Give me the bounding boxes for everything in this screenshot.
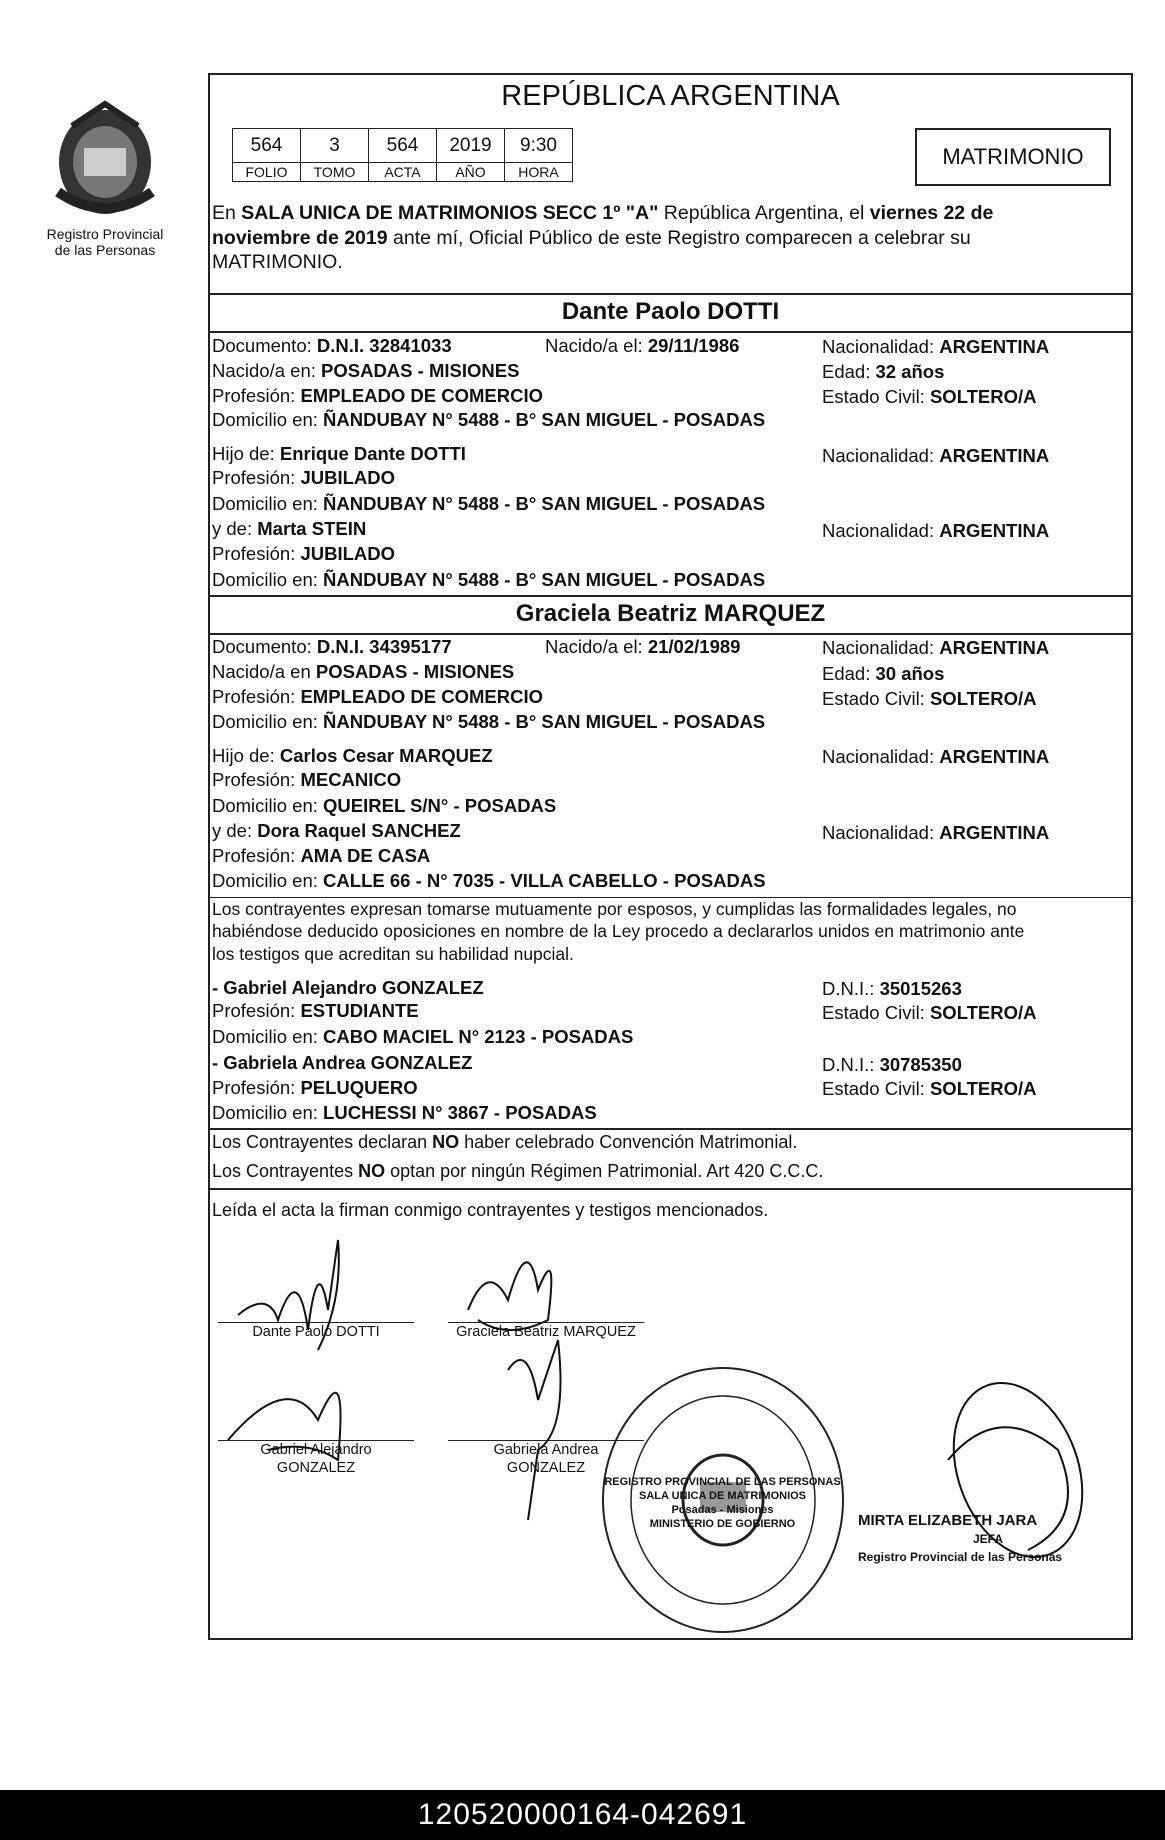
official-signature-block (858, 1512, 1083, 1566)
bride-mother-address: Domicilio en: CALLE 66 - N° 7035 - VILLA CABELLO - POSADAS (212, 870, 766, 891)
bride-mother-nationality: Nacionalidad: ARGENTINA (822, 822, 1050, 843)
folio-label: FOLIO (233, 163, 301, 182)
groom-mother-profession: Profesión: JUBILADO (212, 543, 395, 564)
groom-address: Domicilio en: ÑANDUBAY N° 5488 - B° SAN MIGUEL - POSADAS (212, 409, 766, 430)
witness2-address: Domicilio en: LUCHESSI N° 3867 - POSADAS (212, 1102, 597, 1123)
folio-value: 564 (233, 129, 301, 163)
reading-statement: Leída el acta la firman conmigo contrayentes y testigos mencionados. (212, 1200, 769, 1220)
witness2-civil-status: Estado Civil: SOLTERO/A (822, 1078, 1037, 1099)
hora-label: HORA (505, 163, 573, 182)
witness1-profession: Profesión: ESTUDIANTE (212, 1000, 419, 1021)
groom-birthplace: Nacido/a en: POSADAS - MISIONES (212, 360, 520, 381)
bride-civil-status: Estado Civil: SOLTERO/A (822, 688, 1037, 709)
country-title: REPÚBLICA ARGENTINA (501, 80, 840, 112)
doc-type-box (915, 128, 1111, 186)
bride-address: Domicilio en: ÑANDUBAY N° 5488 - B° SAN MIGUEL - POSADAS (212, 711, 766, 732)
bride-born-date: Nacido/a el: 21/02/1989 (545, 636, 741, 657)
groom-mother: y de: Marta STEIN (212, 518, 367, 539)
acta-value: 564 (369, 129, 437, 163)
groom-name: Dante Paolo DOTTI (561, 298, 780, 325)
groom-age: Edad: 32 años (822, 361, 945, 382)
groom-document: Documento: D.N.I. 32841033 (212, 335, 452, 356)
bride-profession: Profesión: EMPLEADO DE COMERCIO (212, 686, 544, 707)
groom-mother-address: Domicilio en: ÑANDUBAY N° 5488 - B° SAN MIGUEL - POSADAS (212, 569, 766, 590)
tomo-label: TOMO (301, 163, 369, 182)
bride-father-nationality: Nacionalidad: ARGENTINA (822, 746, 1050, 767)
bride-mother-profession: Profesión: AMA DE CASA (212, 845, 431, 866)
bride-age: Edad: 30 años (822, 663, 945, 684)
agreement-convention: Los Contrayentes declaran NO haber celebrado Convención Matrimonial. (212, 1132, 798, 1152)
witness1-address: Domicilio en: CABO MACIEL N° 2123 - POSADAS (212, 1026, 634, 1047)
province-seal-icon (44, 96, 166, 224)
witness2-profession: Profesión: PELUQUERO (212, 1077, 418, 1098)
bride-birthplace: Nacido/a en POSADAS - MISIONES (212, 661, 515, 682)
bride-father-profession: Profesión: MECANICO (212, 769, 402, 790)
witness2-name: - Gabriela Andrea GONZALEZ (212, 1052, 473, 1073)
bride-nationality: Nacionalidad: ARGENTINA (822, 637, 1050, 658)
signature-groom-label: Dante Paolo DOTTI (252, 1324, 380, 1340)
intro-line2: noviembre de 2019 ante mí, Oficial Público de este Registro comparecen a celebrar su (212, 227, 971, 249)
registry-table (232, 128, 573, 182)
groom-father: Hijo de: Enrique Dante DOTTI (212, 443, 466, 464)
document-code: 120520000164-042691 (0, 1790, 1165, 1840)
declaration-line2: habiéndose deducido oposiciones en nombre de la Ley procedo a declararlos unidos en matrimonio ante (212, 921, 1025, 941)
signature-bride-label: Graciela Beatriz MARQUEZ (456, 1324, 636, 1340)
signature-witness1-label: Gabriel Alejandro GONZALEZ (260, 1442, 372, 1476)
bride-father-address: Domicilio en: QUEIREL S/N° - POSADAS (212, 795, 557, 816)
groom-born-date: Nacido/a el: 29/11/1986 (545, 335, 740, 356)
logo-caption-line1: Registro Provincial (46, 226, 164, 242)
witness1-dni: D.N.I.: 35015263 (822, 978, 962, 999)
acta-label: ACTA (369, 163, 437, 182)
intro-line1: En SALA UNICA DE MATRIMONIOS SECC 1º "A" República Argentina, el viernes 22 de (212, 202, 994, 224)
agreement-regime: Los Contrayentes NO optan por ningún Régimen Patrimonial. Art 420 C.C.C. (212, 1161, 824, 1181)
groom-father-address: Domicilio en: ÑANDUBAY N° 5488 - B° SAN MIGUEL - POSADAS (212, 493, 766, 514)
bride-document: Documento: D.N.I. 34395177 (212, 636, 452, 657)
intro-line3: MATRIMONIO. (212, 251, 343, 273)
tomo-value: 3 (301, 129, 369, 163)
official-role: JEFA (973, 1532, 1004, 1546)
anio-value: 2019 (437, 129, 505, 163)
groom-father-profession: Profesión: JUBILADO (212, 467, 395, 488)
bride-mother: y de: Dora Raquel SANCHEZ (212, 820, 461, 841)
groom-profession: Profesión: EMPLEADO DE COMERCIO (212, 385, 544, 406)
signatures-area (208, 1220, 1133, 1640)
signature-witness2-label: Gabriela Andrea GONZALEZ (493, 1442, 599, 1476)
doc-type: MATRIMONIO (942, 144, 1084, 169)
witness1-civil-status: Estado Civil: SOLTERO/A (822, 1002, 1037, 1023)
groom-nationality: Nacionalidad: ARGENTINA (822, 336, 1050, 357)
logo-caption-line2: de las Personas (54, 242, 156, 258)
stamp-text: REGISTRO PROVINCIAL DE LAS PERSONAS SALA UNICA DE MATRIMONIOS Posadas - Misiones MINISTERIO DE GOBIERNO (604, 1476, 841, 1530)
groom-father-nationality: Nacionalidad: ARGENTINA (822, 445, 1050, 466)
bride-father: Hijo de: Carlos Cesar MARQUEZ (212, 745, 493, 766)
groom-civil-status: Estado Civil: SOLTERO/A (822, 386, 1037, 407)
declaration-line3: los testigos que acreditan su habilidad nupcial. (212, 944, 574, 964)
anio-label: AÑO (437, 163, 505, 182)
hora-value: 9:30 (505, 129, 573, 163)
declaration-line1: Los contrayentes expresan tomarse mutuamente por esposos, y cumplidas las formalidades legales, no (212, 899, 1017, 919)
official-name: MIRTA ELIZABETH JARA (858, 1512, 1038, 1529)
groom-mother-nationality: Nacionalidad: ARGENTINA (822, 520, 1050, 541)
witness1-name: - Gabriel Alejandro GONZALEZ (212, 977, 484, 998)
official-org: Registro Provincial de las Personas (858, 1550, 1063, 1564)
bride-name: Graciela Beatriz MARQUEZ (515, 600, 826, 627)
witness2-dni: D.N.I.: 30785350 (822, 1054, 962, 1075)
